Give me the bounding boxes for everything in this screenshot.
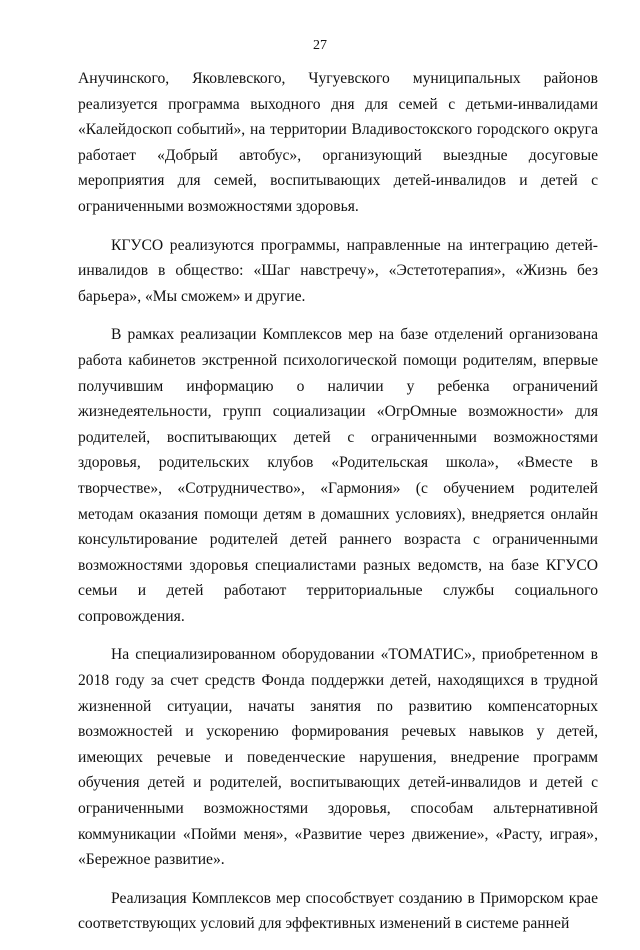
document-body — [78, 66, 598, 950]
paragraph: Реализация Комплексов мер способствует созданию в Приморском крае соответствующих условий для эффективных изменений в системе ранней — [78, 889, 598, 933]
page-number: 27 — [313, 38, 327, 53]
paragraph: На специализированном оборудовании «ТОМАТИС», приобретенном в 2018 году за счет средств Фонда поддержки детей, находящихся в трудной жизненной ситуации, начаты занятия по развитию компенсаторных возможностей и ускорению формирования речевых навыков у детей, имеющих речевые и поведенческие нарушения, внедрение программ обучения детей и родителей, воспитывающих детей-инвалидов и детей с ограниченными возможностями здоровья, способам альтернативной коммуникации «Пойми меня», «Развитие через движение», «Расту, играя», «Бережное развитие». — [78, 646, 598, 869]
paragraph: В рамках реализации Комплексов мер на базе отделений организована работа кабинетов экстренной психологической помощи родителям, впервые получившим информацию о наличии у ребенка ограничений жизнедеятельности, групп социализации «ОгрОмные возможности» для родителей, воспитывающих детей с ограниченными возможностями здоровья, родительских клубов «Родительская школа», «Вместе в творчестве», «Сотрудничество», «Гармония» (с обучением родителей методам оказания помощи детям в домашних условиях), внедряется онлайн консультирование родителей детей раннего возраста с ограниченными возможностями здоровья специалистами разных ведомств, на базе КГУСО семьи и детей работают территориальные службы социального сопровождения. — [78, 326, 598, 625]
paragraph: КГУСО реализуются программы, направленные на интеграцию детей-инвалидов в общество: «Шаг навстречу», «Эстетотерапия», «Жизнь без барьера», «Мы сможем» и другие. — [78, 236, 598, 305]
paragraph-continued: Анучинского, Яковлевского, Чугуевского муниципальных районов реализуется программа выходного дня для семей с детьми-инвалидами «Калейдоскоп событий», на территории Владивостокского городского округа работает «Добрый автобус», организующий выездные досуговые мероприятия для семей, воспитывающих детей-инвалидов и детей с ограниченными возможностями здоровья. — [78, 70, 598, 215]
